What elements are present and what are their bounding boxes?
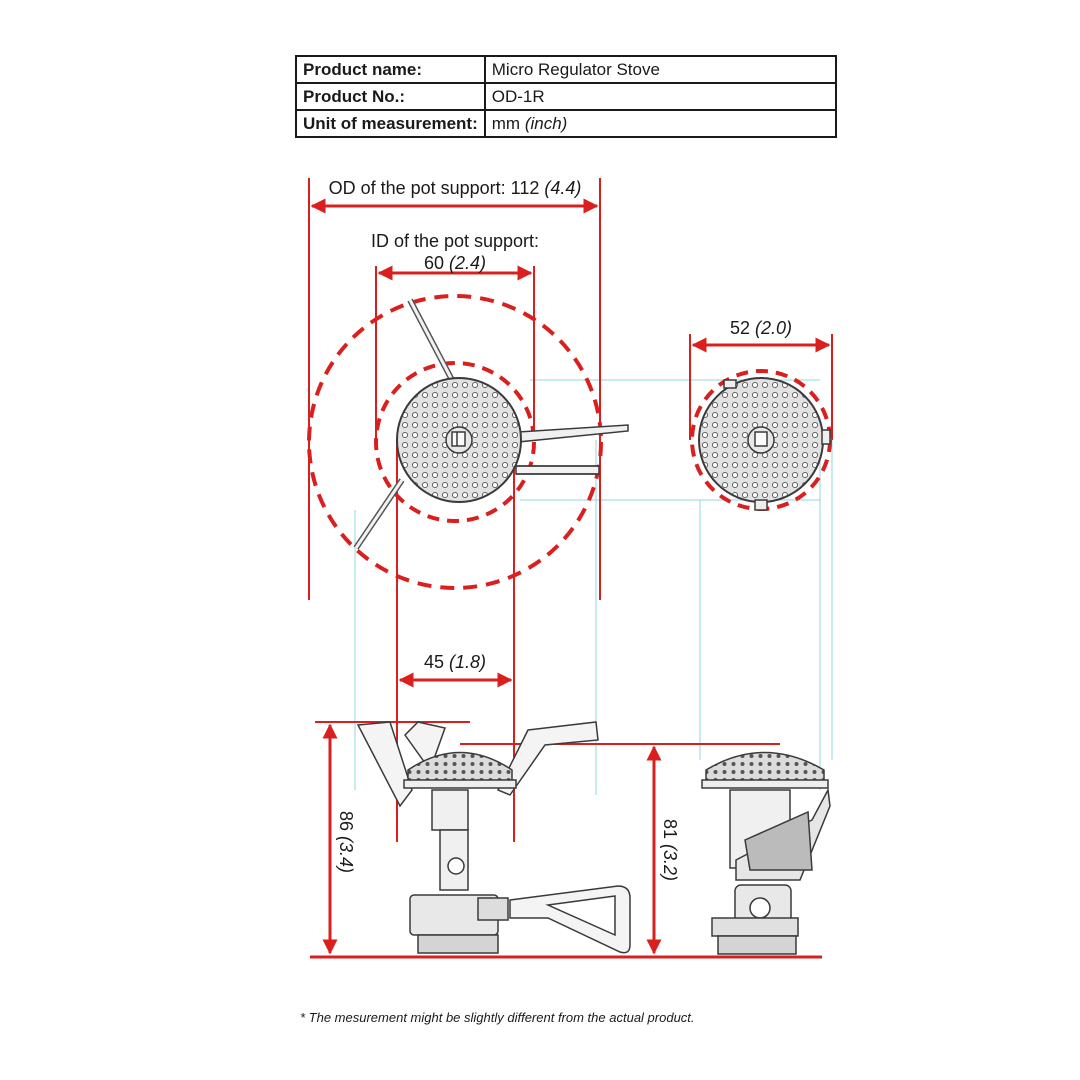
unit-value: mm [491, 113, 521, 133]
od-label: OD of the pot support: 112 (4.4) [328, 178, 582, 198]
unit-note: (inch) [524, 113, 568, 133]
id-label: 60 (2.4) [423, 253, 487, 273]
stove-top-view-folded [699, 378, 830, 510]
height-86-label: 86 (3.4) [336, 810, 356, 874]
footnote: * The mesurement might be slightly different from the actual product. [300, 1010, 695, 1025]
height-81-label: 81 (3.2) [660, 818, 680, 882]
stove-side-view-open [358, 722, 630, 953]
id-title: ID of the pot support: [370, 231, 540, 251]
spec-value: Micro Regulator Stove [485, 56, 836, 83]
top-view-label: 52 (2.0) [729, 318, 793, 338]
stove-side-view-folded [702, 753, 830, 955]
spec-label: Product name: [296, 56, 485, 83]
spec-label: Unit of measurement: [296, 110, 485, 137]
burner-label: 45 (1.8) [423, 652, 487, 672]
spec-value: OD-1R [485, 83, 836, 110]
spec-label: Product No.: [296, 83, 485, 110]
